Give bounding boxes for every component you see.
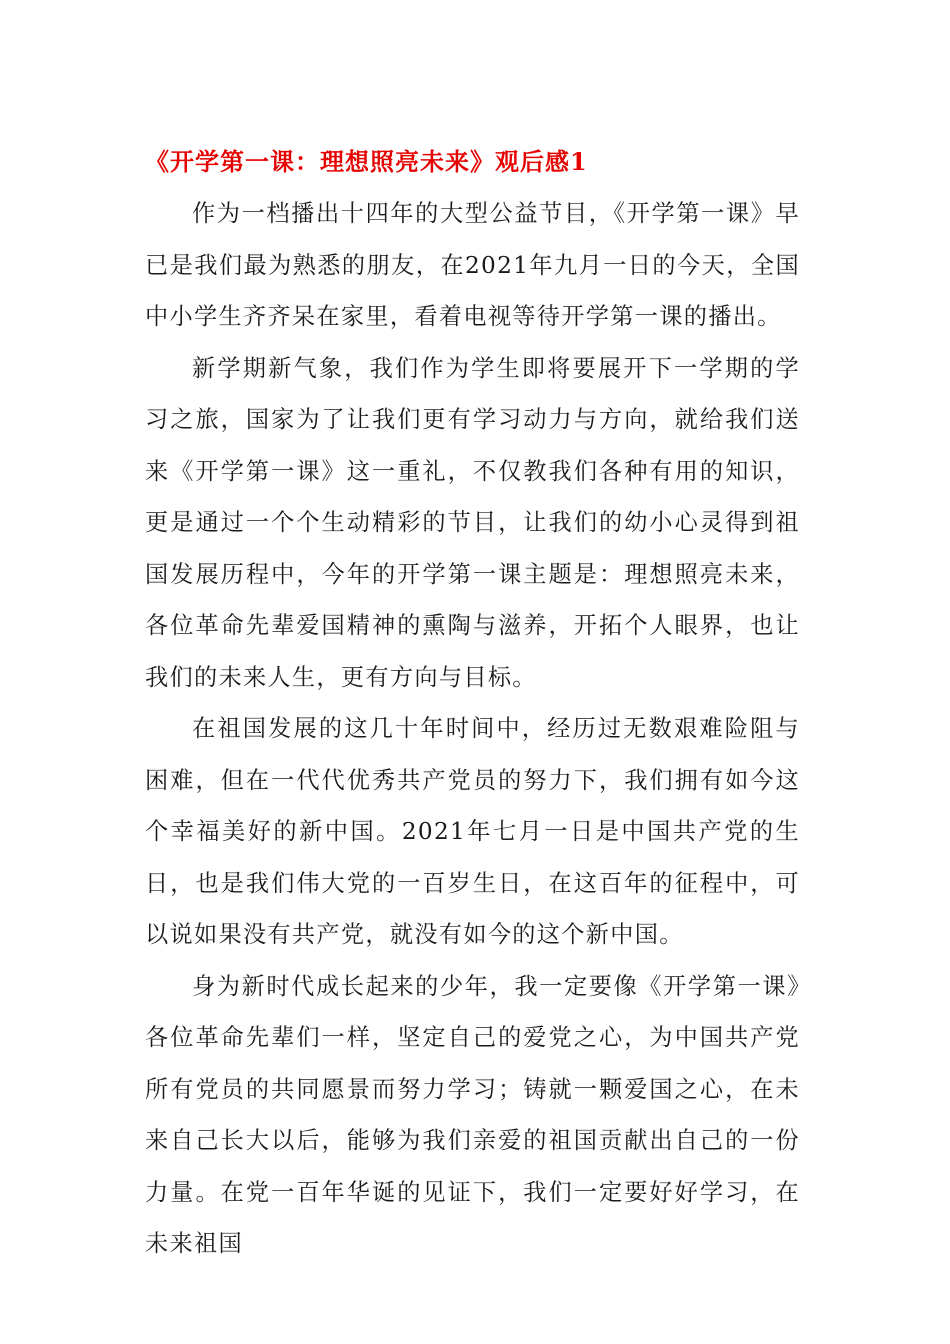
paragraph-3: 在祖国发展的这几十年时间中，经历过无数艰难险阻与困难，但在一代代优秀共产党员的努力下，我们拥有如今这个幸福美好的新中国。2021年七月一日是中国共产党的生日，也是我们伟大党的一百岁生日，在这百年的征程中，可以说如果没有共产党，就没有如今的这个新中国。 xyxy=(145,715,800,948)
paragraph-4: 身为新时代成长起来的少年，我一定要像《开学第一课》各位革命先辈们一样，坚定自己的爱党之心，为中国共产党所有党员的共同愿景而努力学习；铸就一颗爱国之心，在未来自己长大以后，能够为我们亲爱的祖国贡献出自己的一份力量。在党一百年华诞的见证下，我们一定要好好学习，在未来祖国 xyxy=(145,972,800,1257)
document-title: 《开学第一课：理想照亮未来》观后感1 xyxy=(145,147,588,176)
paragraph-2: 新学期新气象，我们作为学生即将要展开下一学期的学习之旅，国家为了让我们更有学习动力与方向，就给我们送来《开学第一课》这一重礼，不仅教我们各种有用的知识，更是通过一个个生动精彩的节目，让我们的幼小心灵得到祖国发展历程中，今年的开学第一课主题是：理想照亮未来，各位革命先辈爱国精神的熏陶与滋养，开拓个人眼界，也让我们的未来人生，更有方向与目标。 xyxy=(145,354,800,691)
document-content xyxy=(145,140,800,1270)
paragraph-1: 作为一档播出十四年的大型公益节目，《开学第一课》早已是我们最为熟悉的朋友，在2021年九月一日的今天，全国中小学生齐齐呆在家里，看着电视等待开学第一课的播出。 xyxy=(145,200,800,330)
